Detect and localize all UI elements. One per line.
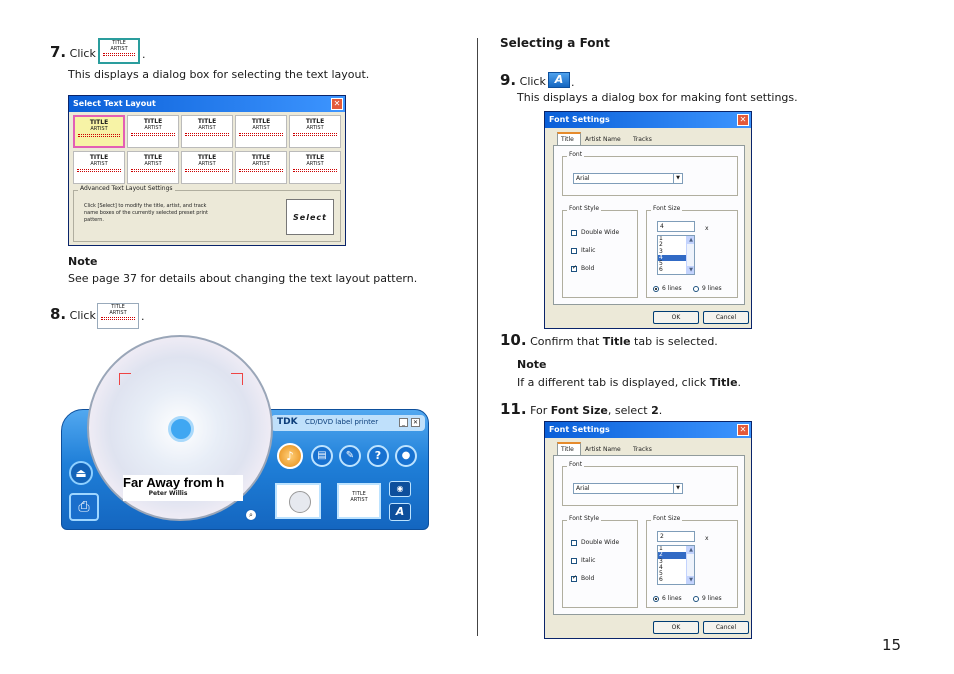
close-icon[interactable]: ✕ xyxy=(737,114,749,126)
track-line xyxy=(185,171,229,172)
tab-label: Title xyxy=(561,136,574,143)
step-7-description: This displays a dialog box for selecting the text layout. xyxy=(68,68,370,81)
note-text: If a different tab is displayed, click xyxy=(517,376,707,389)
step-10-text: Confirm that xyxy=(530,335,600,348)
track-line xyxy=(239,171,283,172)
font-select[interactable] xyxy=(573,483,683,494)
track-line xyxy=(293,135,337,136)
track-line xyxy=(131,169,175,170)
track-line xyxy=(185,169,229,170)
font-size-option[interactable]: 1 xyxy=(659,235,663,242)
step-11-line xyxy=(500,400,662,418)
radio-icon[interactable] xyxy=(653,286,659,292)
chevron-down-icon[interactable]: ▼ xyxy=(673,484,682,493)
font-size-option[interactable]: 3 xyxy=(659,557,663,565)
brand-logo: TDK xyxy=(277,417,298,427)
radio-icon[interactable] xyxy=(693,286,699,292)
style-label: Double Wide xyxy=(581,229,620,236)
tile-artist: ARTIST xyxy=(306,161,324,167)
section-title: Selecting a Font xyxy=(500,36,610,50)
checkbox-icon[interactable] xyxy=(571,248,577,254)
radio-label: 6 lines xyxy=(662,595,682,602)
dialog-title: Font Settings xyxy=(549,115,610,124)
layout-tile[interactable] xyxy=(289,115,341,148)
radio-label: 9 lines xyxy=(702,285,722,292)
step-number: 9. xyxy=(500,71,517,89)
font-size-list[interactable] xyxy=(657,545,695,585)
click-text: Click xyxy=(519,75,546,88)
style-checkbox[interactable] xyxy=(571,539,619,546)
step-11-text-end: . xyxy=(658,404,663,417)
track-line xyxy=(77,169,121,170)
chevron-up-icon[interactable]: ▲ xyxy=(687,546,695,554)
step-7-line xyxy=(50,43,96,61)
tile-artist: ARTIST xyxy=(198,161,216,167)
font-size-option[interactable]: 4 xyxy=(658,255,694,261)
text-layout-icon-button[interactable] xyxy=(98,38,140,64)
tab-artist-name[interactable]: Artist Name xyxy=(585,446,621,453)
wrench-icon[interactable]: ✎ xyxy=(339,445,361,467)
help-icon[interactable]: ? xyxy=(367,445,389,467)
step-11-text-mid: , select xyxy=(607,404,648,417)
tab-title[interactable] xyxy=(557,132,581,146)
crop-mark xyxy=(231,373,243,385)
page-number: 15 xyxy=(882,636,902,654)
font-label: Font xyxy=(569,151,583,158)
tile-title: TITLE xyxy=(197,154,217,161)
close-icon[interactable]: ✕ xyxy=(737,424,749,436)
tab-tracks[interactable]: Tracks xyxy=(633,136,652,143)
layout-tile[interactable] xyxy=(181,151,233,184)
style-checkbox[interactable] xyxy=(571,247,595,254)
size-unit: x xyxy=(705,535,709,542)
track-line xyxy=(78,134,120,135)
cd-hub xyxy=(168,416,194,442)
chevron-down-icon[interactable]: ▼ xyxy=(687,266,695,274)
tile-title: TITLE xyxy=(305,118,325,125)
tab-panel xyxy=(553,145,745,305)
tile-artist: ARTIST xyxy=(198,125,216,131)
scrollbar[interactable] xyxy=(686,546,694,584)
checkbox-icon[interactable] xyxy=(571,266,577,272)
font-size-option[interactable]: 2 xyxy=(659,241,663,249)
track-line xyxy=(239,133,283,134)
track-line xyxy=(293,133,337,134)
font-select[interactable] xyxy=(573,173,683,184)
checkbox-icon[interactable] xyxy=(571,230,577,236)
track-line xyxy=(131,171,175,172)
radio-9-lines[interactable] xyxy=(693,595,722,602)
note-line xyxy=(517,376,741,389)
minimize-icon[interactable]: _ xyxy=(399,418,408,427)
step-11-text: For xyxy=(530,404,548,417)
layout-tile[interactable] xyxy=(73,115,125,148)
track-line xyxy=(239,169,283,170)
step-10-text-end: tab is selected. xyxy=(634,335,718,348)
tile-title: TITLE xyxy=(251,118,271,125)
app-header xyxy=(271,415,425,431)
tile-title: TITLE xyxy=(89,119,109,126)
layout-tile-grid xyxy=(73,115,343,185)
disc-thumbnail-icon xyxy=(289,491,311,513)
close-icon[interactable]: ✕ xyxy=(331,98,343,110)
ok-button[interactable]: OK xyxy=(653,621,699,634)
radio-label: 6 lines xyxy=(662,285,682,292)
advanced-settings-text: Click [Select] to modify the title, artist, and track name boxes of the currently selected preset print pattern. xyxy=(84,203,208,223)
cancel-button[interactable]: Cancel xyxy=(703,311,749,324)
radio-6-lines[interactable] xyxy=(653,595,682,602)
font-size-label: Font Size xyxy=(653,205,681,212)
disc-title: Far Away from h xyxy=(123,475,225,490)
font-group xyxy=(562,151,738,196)
font-size-input[interactable]: 4 xyxy=(657,221,695,232)
note-heading: Note xyxy=(517,358,547,371)
label-printer-app xyxy=(61,331,429,530)
font-size-label: Font Size xyxy=(653,515,681,522)
tile-artist: ARTIST xyxy=(306,125,324,131)
font-settings-dialog xyxy=(544,421,752,639)
step-11-bold-value: 2 xyxy=(651,404,659,417)
note-text: See page 37 for details about changing the text layout pattern. xyxy=(68,272,418,285)
step-number: 8. xyxy=(50,305,67,323)
font-size-option[interactable]: 6 xyxy=(659,266,663,274)
style-label: Bold xyxy=(581,265,595,272)
font-settings-button[interactable]: A xyxy=(389,503,411,521)
tab-title[interactable] xyxy=(557,442,581,456)
font-size-list[interactable] xyxy=(657,235,695,275)
layout-tile[interactable] xyxy=(289,151,341,184)
disc-thumbnail-button[interactable] xyxy=(275,483,321,519)
tile-artist: ARTIST xyxy=(90,161,108,167)
tile-title: TITLE xyxy=(143,118,163,125)
disc-artist: Peter Willis xyxy=(148,490,188,497)
layout-tile[interactable] xyxy=(73,151,125,184)
font-settings-dialog xyxy=(544,111,752,329)
track-line xyxy=(131,135,175,136)
cancel-button[interactable]: Cancel xyxy=(703,621,749,634)
font-label: Font xyxy=(569,461,583,468)
step-number: 10. xyxy=(500,331,527,349)
tab-artist-name[interactable]: Artist Name xyxy=(585,136,621,143)
font-size-option[interactable]: 1 xyxy=(659,545,663,552)
ok-button[interactable]: OK xyxy=(653,311,699,324)
layout-tile[interactable] xyxy=(181,115,233,148)
font-size-option[interactable]: 6 xyxy=(659,576,663,584)
dialog-title-bar xyxy=(69,96,345,112)
size-unit: x xyxy=(705,225,709,232)
tile-title: TITLE xyxy=(89,154,109,161)
checkbox-icon[interactable] xyxy=(571,540,577,546)
thumb-artist: ARTIST xyxy=(350,497,368,503)
tile-title: TITLE xyxy=(305,154,325,161)
dialog-title-bar xyxy=(545,112,751,128)
step-number: 7. xyxy=(50,43,67,61)
tile-title: TITLE xyxy=(143,154,163,161)
track-line xyxy=(78,136,120,137)
period: . xyxy=(571,76,575,89)
radio-9-lines[interactable] xyxy=(693,285,722,292)
note-bold: Title xyxy=(709,376,738,389)
step-10-bold: Title xyxy=(602,335,631,348)
close-icon[interactable]: ✕ xyxy=(412,419,419,426)
track-line xyxy=(185,135,229,136)
dialog-title-bar xyxy=(545,422,751,438)
select-button[interactable]: Select xyxy=(286,199,334,235)
crop-mark xyxy=(119,373,131,385)
track-line xyxy=(77,171,121,172)
track-line xyxy=(239,135,283,136)
font-size-option[interactable]: 3 xyxy=(659,247,663,255)
style-label: Bold xyxy=(581,575,595,582)
font-size-option[interactable]: 5 xyxy=(659,570,663,578)
font-style-label: Font Style xyxy=(569,205,600,212)
eject-icon[interactable]: ⏏ xyxy=(69,461,93,485)
track-line xyxy=(185,133,229,134)
font-style-group xyxy=(562,205,638,298)
checkbox-icon[interactable] xyxy=(571,576,577,582)
microphone-icon[interactable]: ● xyxy=(395,445,417,467)
dialog-title: Select Text Layout xyxy=(73,99,156,108)
column-divider xyxy=(477,38,478,636)
radio-icon[interactable] xyxy=(693,596,699,602)
style-checkbox[interactable] xyxy=(571,265,594,272)
step-10-line xyxy=(500,331,718,349)
font-size-option[interactable]: 4 xyxy=(659,563,663,571)
layout-tile[interactable] xyxy=(235,115,287,148)
font-size-option[interactable]: 5 xyxy=(659,260,663,268)
text-layout-thumbnail-button[interactable] xyxy=(337,483,381,519)
period: . xyxy=(142,48,146,61)
product-name: CD/DVD label printer xyxy=(305,418,379,426)
font-value: Arial xyxy=(576,485,590,492)
font-group xyxy=(562,461,738,506)
tile-artist: ARTIST xyxy=(144,125,162,131)
icon-artist-text: ARTIST xyxy=(109,310,127,316)
tile-title: TITLE xyxy=(197,118,217,125)
layout-tile[interactable] xyxy=(127,115,179,148)
thumb-title: TITLE xyxy=(352,491,366,497)
font-value: Arial xyxy=(576,175,590,182)
font-size-group xyxy=(646,515,738,608)
text-layout-icon-button[interactable] xyxy=(97,303,139,329)
checkbox-icon[interactable] xyxy=(571,558,577,564)
radio-icon[interactable] xyxy=(653,596,659,602)
radio-label: 9 lines xyxy=(702,595,722,602)
music-note-icon[interactable]: ♪ xyxy=(277,443,303,469)
style-label: Italic xyxy=(581,557,596,564)
dialog-title: Font Settings xyxy=(549,425,610,434)
tile-artist: ARTIST xyxy=(90,126,108,132)
font-style-group xyxy=(562,515,638,608)
print-icon[interactable]: ⎙ xyxy=(69,493,99,521)
note-text-end: . xyxy=(737,376,742,389)
disc-text-box xyxy=(123,475,243,501)
font-settings-icon-button[interactable]: A xyxy=(548,72,570,88)
note-heading: Note xyxy=(68,255,98,268)
view-icon[interactable]: ◉ xyxy=(389,481,411,497)
radio-6-lines[interactable] xyxy=(653,285,682,292)
style-label: Double Wide xyxy=(581,539,620,546)
file-icon[interactable]: ▤ xyxy=(311,445,333,467)
advanced-settings-group xyxy=(73,185,341,242)
tile-artist: ARTIST xyxy=(252,161,270,167)
chevron-down-icon[interactable]: ▼ xyxy=(673,174,682,183)
scrollbar[interactable] xyxy=(686,236,694,274)
track-line xyxy=(293,169,337,170)
tab-tracks[interactable]: Tracks xyxy=(633,446,652,453)
font-size-input[interactable]: 2 xyxy=(657,531,695,542)
tile-artist: ARTIST xyxy=(144,161,162,167)
period: . xyxy=(141,310,145,323)
style-label: Italic xyxy=(581,247,596,254)
tab-label: Title xyxy=(561,446,574,453)
style-checkbox[interactable] xyxy=(571,557,595,564)
style-checkbox[interactable] xyxy=(571,575,594,582)
select-text-layout-dialog xyxy=(68,95,346,246)
icon-title-text: TITLE xyxy=(112,40,126,46)
font-style-label: Font Style xyxy=(569,515,600,522)
step-9-line xyxy=(500,71,546,89)
track-line xyxy=(131,133,175,134)
step-8-line xyxy=(50,305,96,323)
zoom-icon[interactable]: ⌕ xyxy=(245,509,257,521)
step-9-description: This displays a dialog box for making font settings. xyxy=(517,91,798,104)
step-number: 11. xyxy=(500,400,527,418)
tab-panel xyxy=(553,455,745,615)
layout-tile[interactable] xyxy=(235,151,287,184)
cd-disc-preview xyxy=(87,335,273,521)
track-line xyxy=(293,171,337,172)
chevron-up-icon[interactable]: ▲ xyxy=(687,236,695,244)
click-text: Click xyxy=(69,47,96,60)
chevron-down-icon[interactable]: ▼ xyxy=(687,576,695,584)
tile-artist: ARTIST xyxy=(252,125,270,131)
advanced-settings-label: Advanced Text Layout Settings xyxy=(80,185,173,192)
tile-title: TITLE xyxy=(251,154,271,161)
step-11-bold: Font Size xyxy=(550,404,608,417)
icon-artist-text: ARTIST xyxy=(110,46,128,52)
icon-title-text: TITLE xyxy=(111,304,125,310)
font-size-option[interactable]: 2 xyxy=(658,552,694,558)
layout-tile[interactable] xyxy=(127,151,179,184)
click-text: Click xyxy=(69,309,96,322)
style-checkbox[interactable] xyxy=(571,229,619,236)
font-size-group xyxy=(646,205,738,298)
